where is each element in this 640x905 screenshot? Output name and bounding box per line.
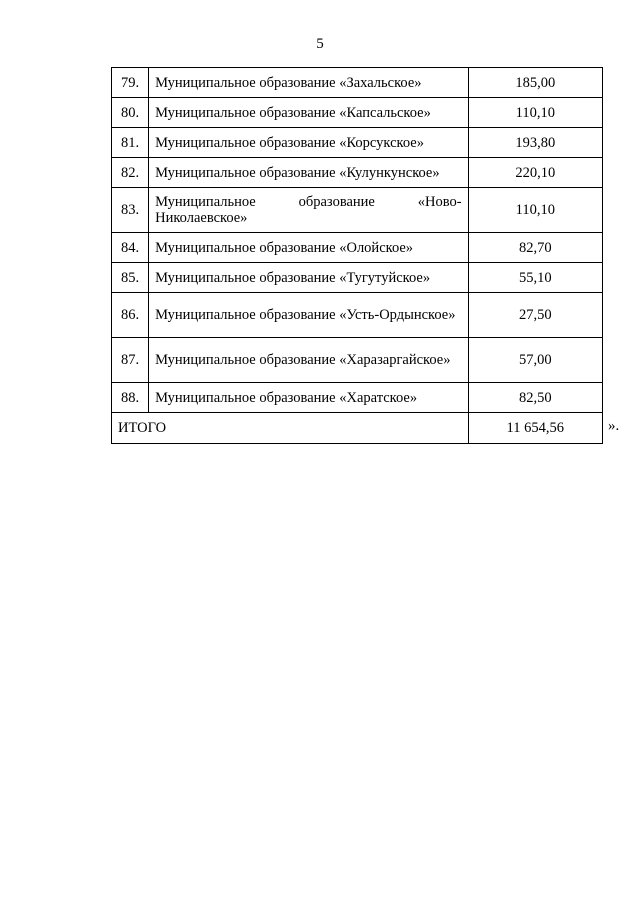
- row-value: 55,10: [468, 263, 602, 293]
- row-number: 81.: [112, 128, 149, 158]
- row-number: 84.: [112, 233, 149, 263]
- table-row: [112, 383, 603, 413]
- row-value: 110,10: [468, 188, 602, 233]
- table-row: [112, 263, 603, 293]
- row-value: 193,80: [468, 128, 602, 158]
- row-value: 185,00: [468, 68, 602, 98]
- row-value: 57,00: [468, 338, 602, 383]
- row-name: Муниципальное образование «Кулункунское»: [149, 158, 468, 188]
- row-name: Муниципальное образование «Харазаргайское»: [149, 338, 468, 383]
- total-row: [112, 413, 603, 444]
- row-name: Муниципальное образование «Усть-Ордынское»: [149, 293, 468, 338]
- row-name: Муниципальное образование «Захальское»: [149, 68, 468, 98]
- table-row: [112, 158, 603, 188]
- table-row: [112, 188, 603, 233]
- row-name: Муниципальное образование «Капсальское»: [149, 98, 468, 128]
- row-number: 80.: [112, 98, 149, 128]
- row-number: 88.: [112, 383, 149, 413]
- row-number: 87.: [112, 338, 149, 383]
- closing-quote: ».: [608, 418, 620, 434]
- row-number: 79.: [112, 68, 149, 98]
- municipality-table: [111, 67, 603, 444]
- table-row: [112, 98, 603, 128]
- row-number: 85.: [112, 263, 149, 293]
- total-label: ИТОГО: [112, 413, 469, 444]
- table-row: [112, 233, 603, 263]
- row-value: 220,10: [468, 158, 602, 188]
- table-row: [112, 128, 603, 158]
- table-row: [112, 293, 603, 338]
- row-name: Муниципальное образование «Ново-Николаевское»: [149, 188, 468, 233]
- row-number: 82.: [112, 158, 149, 188]
- row-value: 82,50: [468, 383, 602, 413]
- page-number: 5: [316, 36, 324, 52]
- row-name: Муниципальное образование «Харатское»: [149, 383, 468, 413]
- row-value: 110,10: [468, 98, 602, 128]
- row-name: Муниципальное образование «Олойское»: [149, 233, 468, 263]
- table-row: [112, 338, 603, 383]
- row-name: Муниципальное образование «Корсукское»: [149, 128, 468, 158]
- row-value: 82,70: [468, 233, 602, 263]
- row-number: 83.: [112, 188, 149, 233]
- table-row: [112, 68, 603, 98]
- row-number: 86.: [112, 293, 149, 338]
- total-value: 11 654,56: [468, 413, 602, 444]
- row-name: Муниципальное образование «Тугутуйское»: [149, 263, 468, 293]
- row-value: 27,50: [468, 293, 602, 338]
